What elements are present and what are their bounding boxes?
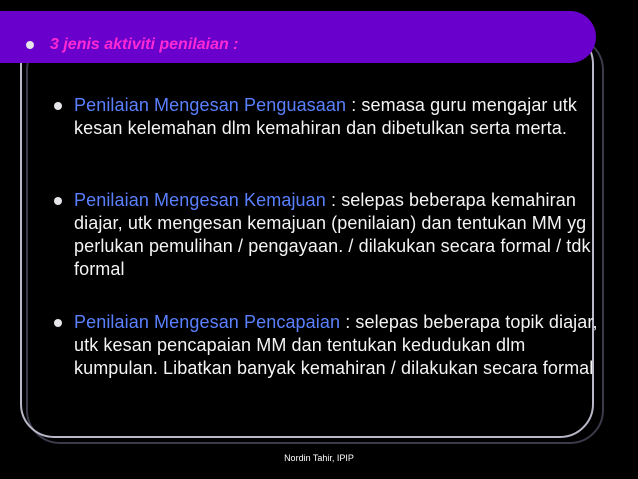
item-description: selepas beberapa topik diajar, utk kesan pencapaian MM dan tentukan kedudukan dlm kumpulan. Libatkan banyak kemahiran / dilakukan secara formal — [74, 312, 598, 378]
bullet-dot-icon — [26, 41, 34, 49]
slide-heading: 3 jenis aktiviti penilaian : — [50, 36, 239, 53]
item-description: selepas beberapa kemahiran diajar, utk mengesan kemajuan (penilaian) dan tentukan MM yg perlukan pemulihan / pengayaan. / dilakukan secara formal / tdk formal — [74, 190, 591, 279]
item-term: Penilaian Mengesan Pencapaian — [74, 312, 341, 332]
bullet-dot-icon — [54, 319, 62, 327]
heading-row — [26, 36, 239, 54]
item-description: semasa guru mengajar utk kesan kelemahan dlm kemahiran dan dibetulkan serta merta. — [74, 95, 577, 138]
slide-footer: Nordin Tahir, IPIP — [284, 453, 354, 463]
item-separator: : — [340, 312, 356, 332]
bullet-dot-icon — [54, 197, 62, 205]
bullet-list — [52, 94, 612, 380]
item-term: Penilaian Mengesan Penguasaan — [74, 95, 347, 115]
item-separator: : — [325, 190, 342, 210]
item-separator: : — [346, 95, 362, 115]
item-term: Penilaian Mengesan Kemajuan — [74, 190, 326, 210]
list-item — [52, 189, 612, 281]
list-item — [52, 311, 612, 380]
list-item — [52, 94, 612, 163]
bullet-dot-icon — [54, 102, 62, 110]
